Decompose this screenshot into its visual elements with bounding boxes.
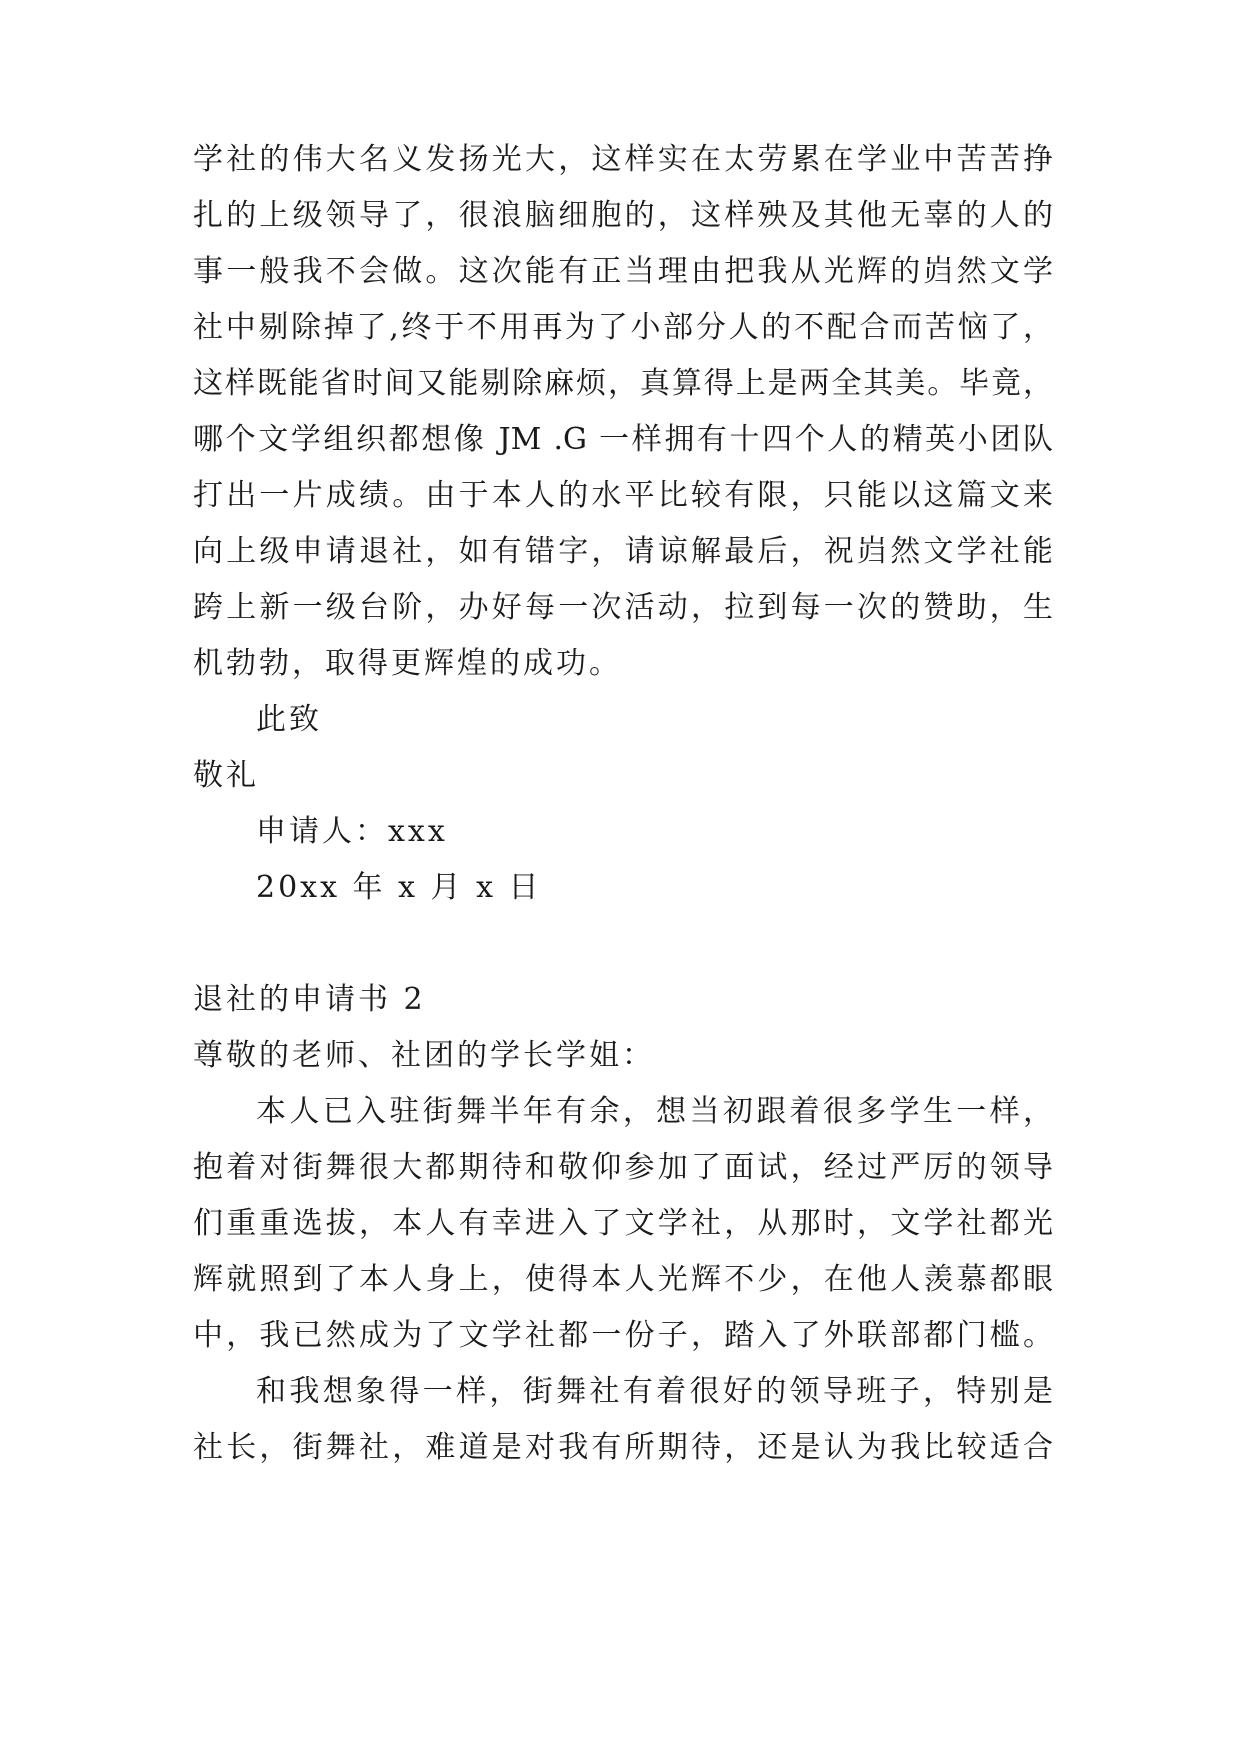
body-line: 本人已入驻街舞半年有余，想当初跟着很多学生一样， <box>256 1094 1053 1129</box>
body-line: 哪个文学组织都想像 JM .G 一样拥有十四个人的精英小团队 <box>193 422 1053 457</box>
body-line: 向上级申请退社，如有错字，请谅解最后，祝岿然文学社能 <box>193 534 1053 569</box>
application-date: 20xx 年 x 月 x 日 <box>256 870 542 905</box>
body-line: 辉就照到了本人身上，使得本人光辉不少，在他人羡慕都眼 <box>193 1262 1053 1297</box>
body-line: 机勃勃，取得更辉煌的成功。 <box>193 646 622 681</box>
body-line: 事一般我不会做。这次能有正当理由把我从光辉的岿然文学 <box>193 254 1053 289</box>
body-line: 学社的伟大名义发扬光大，这样实在太劳累在学业中苦苦挣 <box>193 142 1053 177</box>
body-line: 打出一片成绩。由于本人的水平比较有限，只能以这篇文来 <box>193 478 1053 513</box>
body-line: 社长，街舞社，难道是对我有所期待，还是认为我比较适合 <box>193 1430 1053 1465</box>
body-line: 和我想象得一样，街舞社有着很好的领导班子，特别是 <box>256 1374 1053 1409</box>
body-line: 扎的上级领导了，很浪脑细胞的，这样殃及其他无辜的人的 <box>193 198 1053 233</box>
body-line: 们重重选拔，本人有幸进入了文学社，从那时，文学社都光 <box>193 1206 1053 1241</box>
applicant-signature: 申请人：xxx <box>256 814 448 849</box>
body-line: 这样既能省时间又能剔除麻烦，真算得上是两全其美。毕竟， <box>193 366 1053 401</box>
salutation: 尊敬的老师、社团的学长学姐： <box>193 1038 655 1073</box>
body-line: 社中剔除掉了,终于不用再为了小部分人的不配合而苦恼了， <box>193 310 1053 345</box>
body-line: 抱着对街舞很大都期待和敬仰参加了面试，经过严厉的领导 <box>193 1150 1053 1185</box>
closing-jingli: 敬礼 <box>193 758 259 793</box>
section-title: 退社的申请书 2 <box>193 982 426 1017</box>
body-line: 中，我已然成为了文学社都一份子，踏入了外联部都门槛。 <box>193 1318 1053 1353</box>
body-line: 跨上新一级台阶，办好每一次活动，拉到每一次的赞助，生 <box>193 590 1053 625</box>
closing-cizhi: 此致 <box>256 702 322 737</box>
